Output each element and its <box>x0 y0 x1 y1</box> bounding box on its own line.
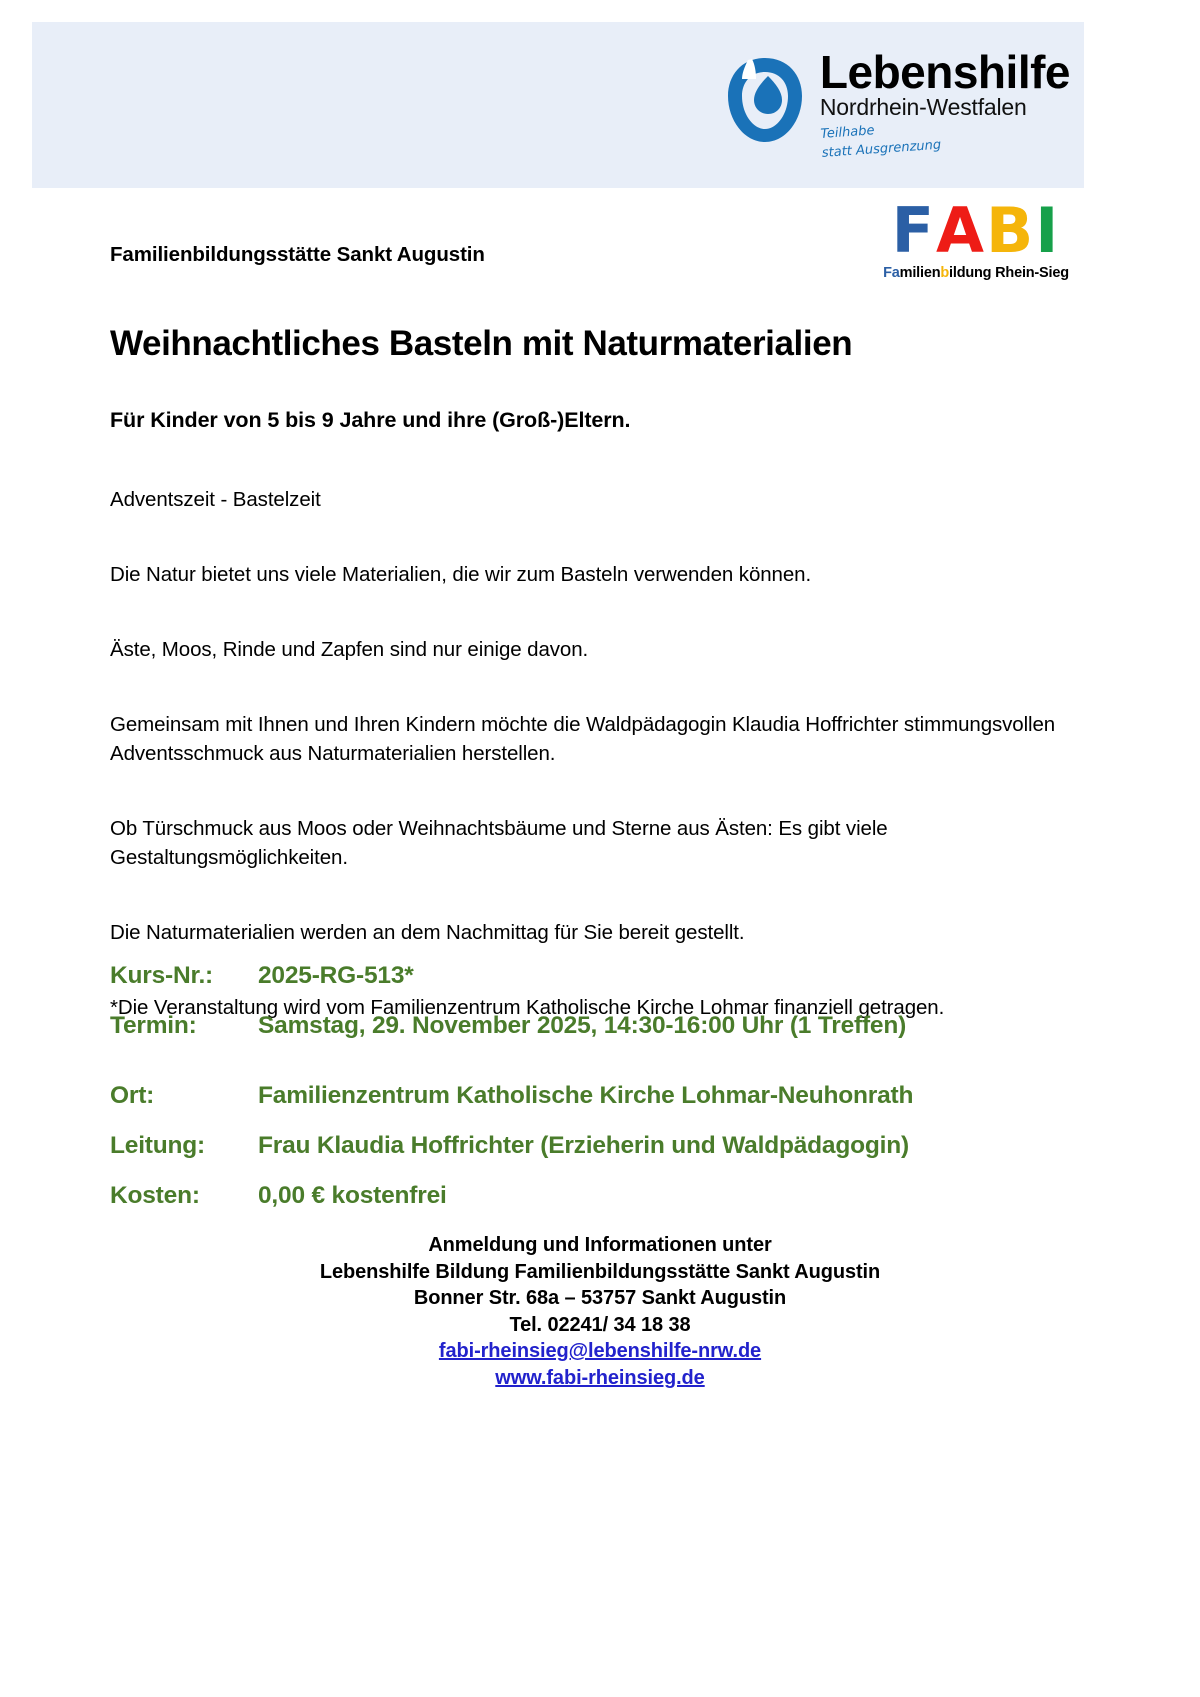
course-details <box>110 962 1090 1232</box>
footer-line-phone: Tel. 02241/ 34 18 38 <box>509 1313 691 1336</box>
document-content <box>110 243 1090 1068</box>
fabi-sub-part-3: b <box>940 265 950 281</box>
course-value: Frau Klaudia Hoffrichter (Erzieherin und Waldpädagogin) <box>258 1132 909 1159</box>
contact-footer <box>0 1232 1200 1392</box>
course-row-leitung <box>110 1132 1090 1160</box>
course-label: Leitung: <box>110 1132 206 1159</box>
fabi-letter-i: I <box>1035 194 1061 267</box>
course-value: Familienzentrum Katholische Kirche Lohmar-Neuhonrath <box>258 1082 914 1109</box>
body-paragraph: Gemeinsam mit Ihnen und Ihren Kindern möchte die Waldpädagogin Klaudia Hoffrichter stimmungsvollen Adventsschmuck aus Naturmaterialien herstellen. <box>110 712 1056 765</box>
course-row-kurs-nr <box>110 962 1090 990</box>
footer-line-registration: Anmeldung und Informationen unter <box>428 1234 772 1256</box>
header-band <box>32 22 1084 188</box>
course-label: Ort: <box>110 1082 155 1109</box>
fabi-letter-f: F <box>891 194 937 267</box>
page-title: Weihnachtliches Basteln mit Naturmaterialien <box>110 324 853 363</box>
lebenshilfe-wordmark: Lebenshilfe <box>819 46 1070 99</box>
email-link[interactable]: fabi-rheinsieg@lebenshilfe-nrw.de <box>438 1340 762 1363</box>
course-label: Termin: <box>110 1012 197 1039</box>
course-row-termin <box>110 1012 1090 1040</box>
funding-note: *Die Veranstaltung wird vom Familienzentrum Katholische Kirche Lohmar finanziell getragen. <box>110 996 945 1020</box>
body-paragraph: Die Natur bietet uns viele Materialien, die wir zum Basteln verwenden können. <box>110 562 812 586</box>
claim-line-2: statt Ausgrenzung <box>821 137 942 161</box>
footer-line-organisation: Lebenshilfe Bildung Familienbildungsstätte Sankt Augustin <box>319 1260 881 1283</box>
body-paragraph: Äste, Moos, Rinde und Zapfen sind nur einige davon. <box>110 637 589 661</box>
fabi-sub-part-4: ildung Rhein-Sieg <box>949 265 1069 281</box>
course-value: 0,00 € kostenfrei <box>258 1182 447 1209</box>
claim-line-1: Teilhabe <box>819 123 875 143</box>
body-paragraph: Die Naturmaterialien werden an dem Nachmittag für Sie bereit gestellt. <box>110 921 745 945</box>
website-link[interactable]: www.fabi-rheinsieg.de <box>495 1366 705 1389</box>
lebenshilfe-region: Nordrhein-Westfalen <box>819 94 1027 121</box>
body-paragraph: Ob Türschmuck aus Moos oder Weihnachtsbäume und Sterne aus Ästen: Es gibt viele Gestaltungsmöglichkeiten. <box>110 817 888 870</box>
fabi-sub-part-1: Fa <box>883 265 900 281</box>
body-paragraph: Adventszeit - Bastelzeit <box>110 487 321 511</box>
fabi-letter-b: B <box>986 194 1036 267</box>
course-label: Kurs-Nr.: <box>110 962 214 989</box>
lebenshilfe-logo <box>722 46 1070 164</box>
course-value: Samstag, 29. November 2025, 14:30-16:00 Uhr (1 Treffen) <box>258 1012 907 1039</box>
course-value: 2025-RG-513* <box>258 962 414 989</box>
fabi-letter-a: A <box>936 194 986 267</box>
course-row-ort <box>110 1082 1090 1110</box>
course-spacer <box>110 1062 1090 1082</box>
fabi-sub-part-2: milien <box>899 265 941 281</box>
course-label: Kosten: <box>110 1182 200 1209</box>
course-row-kosten <box>110 1182 1090 1210</box>
organisation-line: Familienbildungsstätte Sankt Augustin <box>110 243 485 266</box>
footer-line-address: Bonner Str. 68a – 53757 Sankt Augustin <box>413 1287 787 1310</box>
lebenshilfe-mark-icon <box>722 54 808 146</box>
target-group-subtitle: Für Kinder von 5 bis 9 Jahre und ihre (Groß-)Eltern. <box>110 407 631 432</box>
